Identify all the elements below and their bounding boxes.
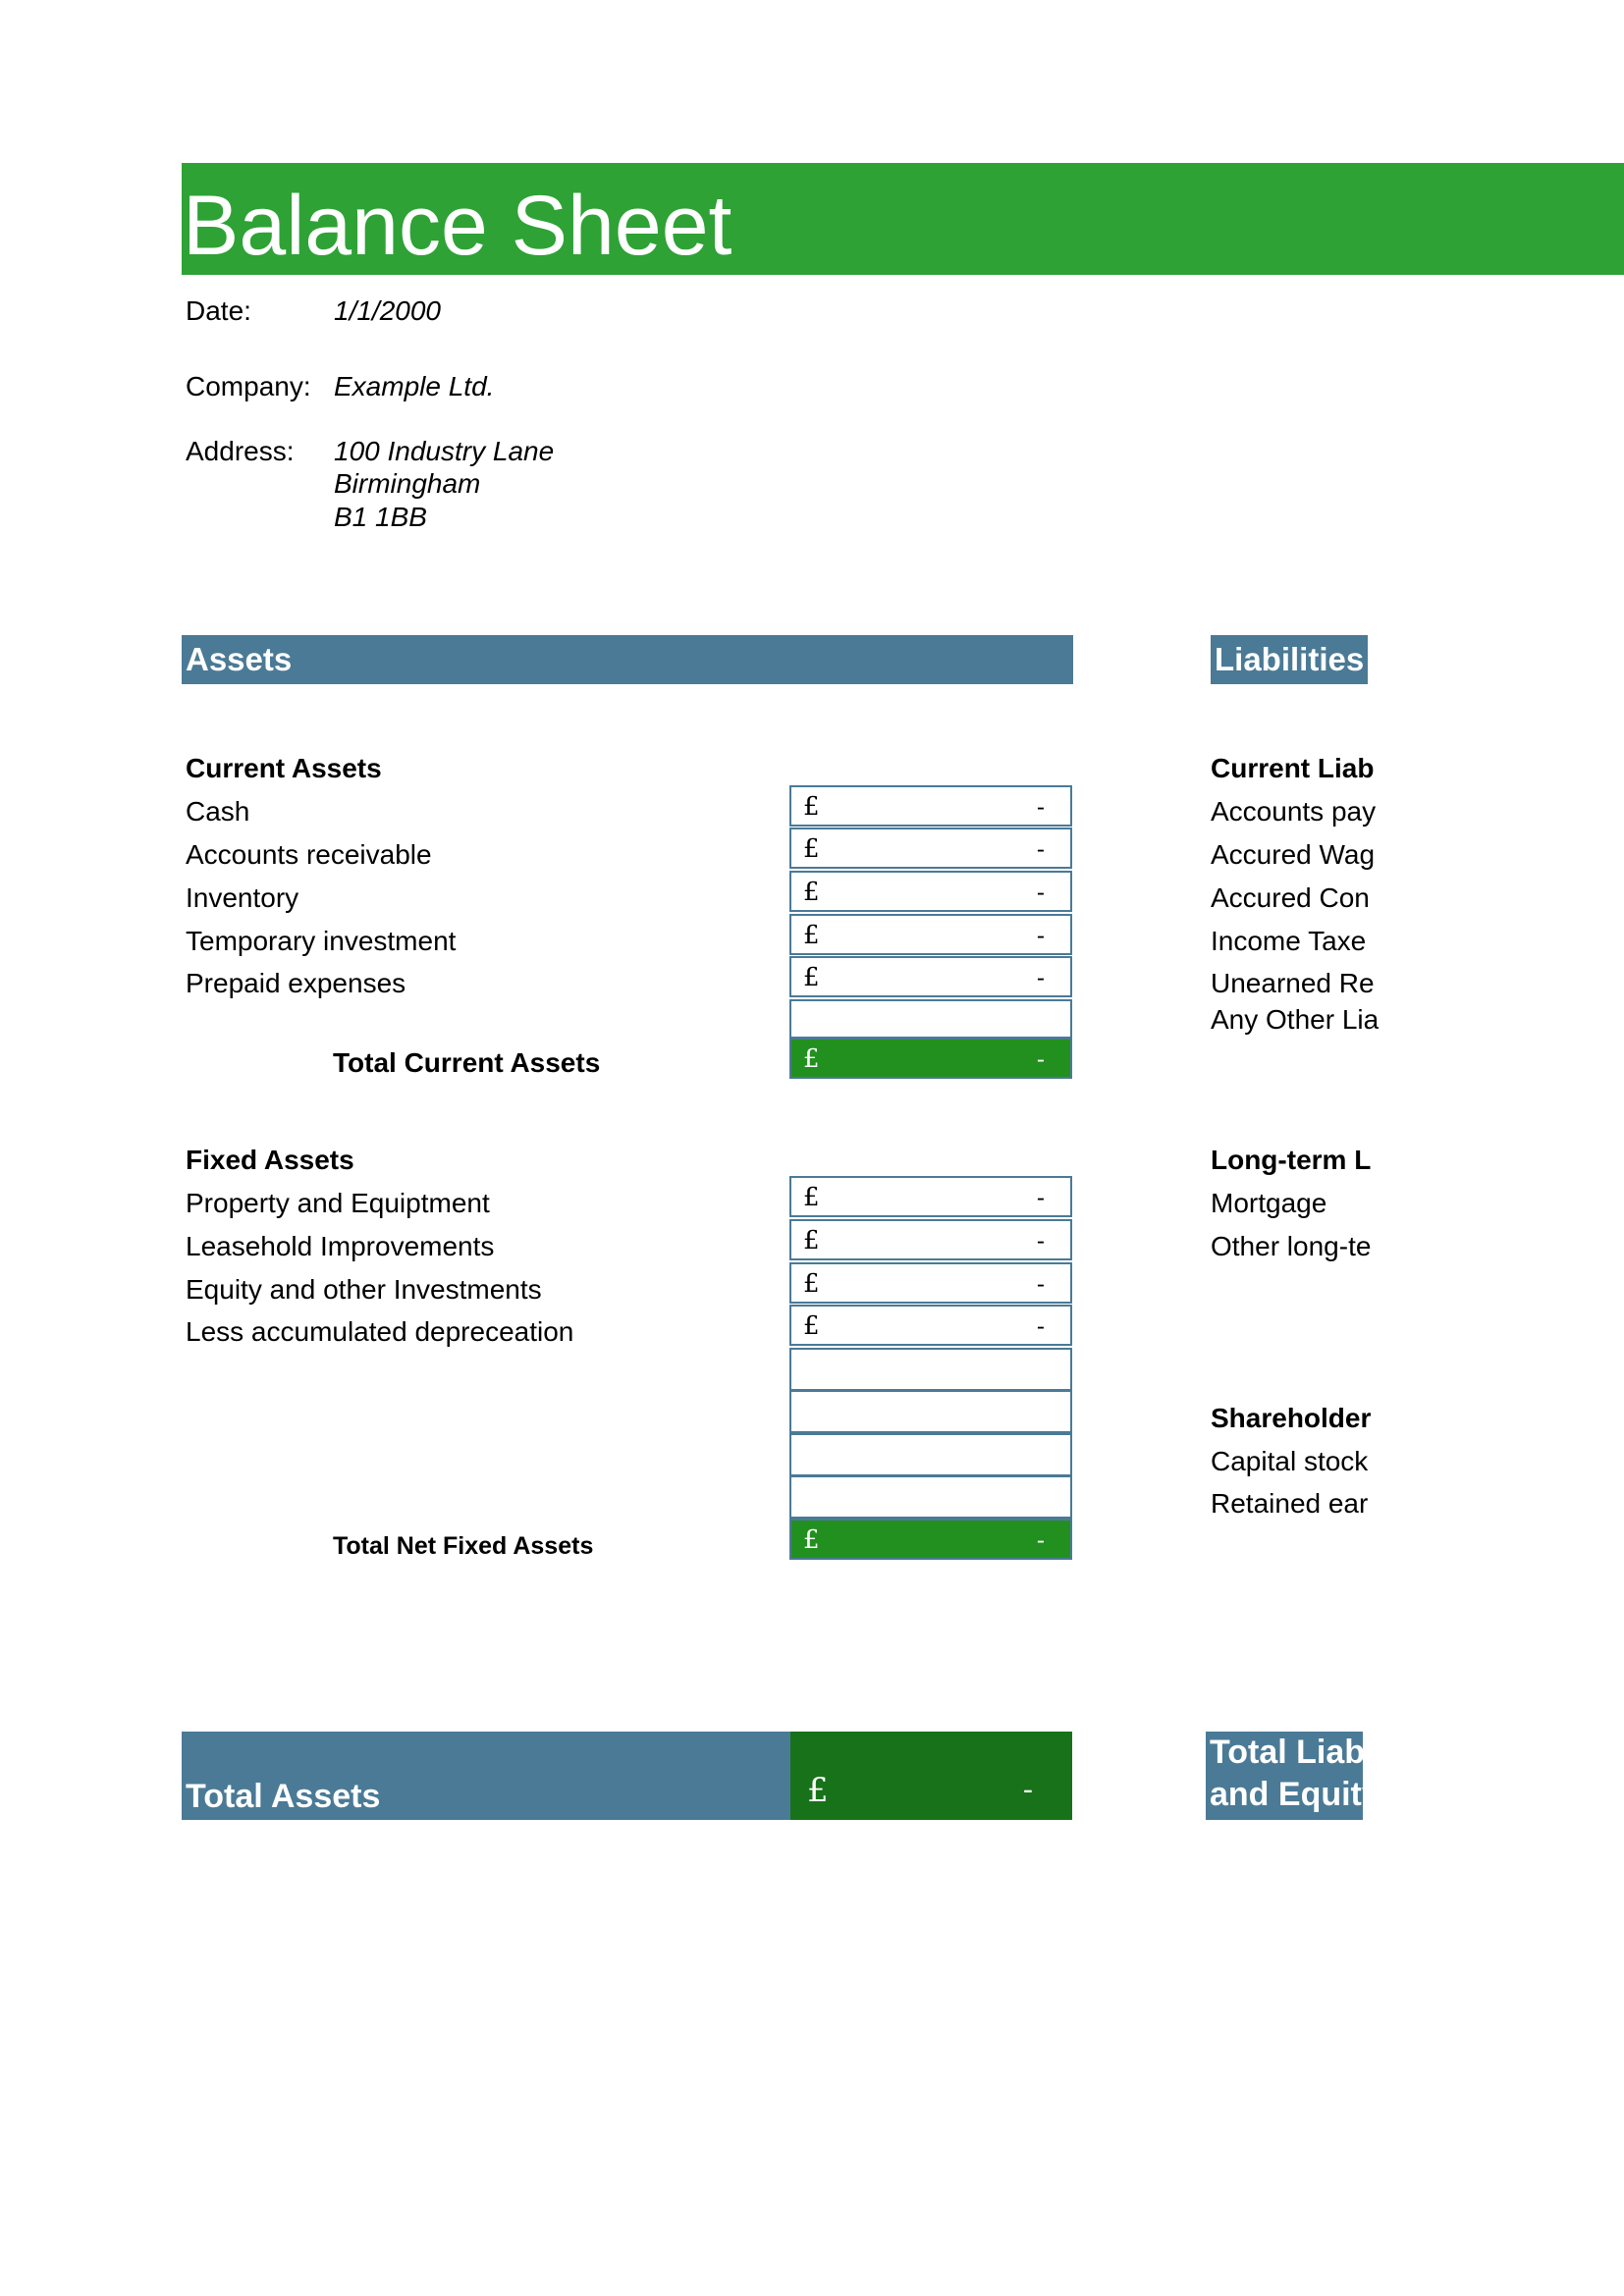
asset-row-label: Inventory xyxy=(186,882,299,913)
total-net-fixed-assets-cell xyxy=(789,1519,1072,1560)
company-value[interactable]: Example Ltd. xyxy=(334,371,495,401)
assets-header xyxy=(182,635,1073,684)
temporary-investment-input[interactable] xyxy=(789,914,1072,955)
asset-row-label: Equity and other Investments xyxy=(186,1274,542,1305)
date-label: Date: xyxy=(186,295,251,326)
shareholder-equity-heading: Shareholder xyxy=(1211,1403,1372,1433)
blank-input[interactable] xyxy=(789,1348,1072,1391)
asset-row-label: Cash xyxy=(186,796,250,827)
currency-symbol: £ xyxy=(803,1311,820,1341)
currency-symbol: £ xyxy=(803,1269,820,1299)
current-liabilities-heading: Current Liab xyxy=(1211,753,1375,783)
prepaid-expenses-input[interactable] xyxy=(789,956,1072,997)
liability-row-label: Unearned Re xyxy=(1211,968,1375,998)
liability-row-label: Income Taxe xyxy=(1211,926,1367,956)
cell-value: - xyxy=(1036,922,1045,949)
currency-symbol: £ xyxy=(803,834,820,864)
cell-value: - xyxy=(1036,1227,1045,1255)
company-label: Company: xyxy=(186,371,311,401)
accumulated-depreciation-input[interactable] xyxy=(789,1305,1072,1346)
total-assets-label: Total Assets xyxy=(186,1778,381,1815)
fixed-assets-heading: Fixed Assets xyxy=(186,1145,354,1175)
address-line-1[interactable]: 100 Industry Lane xyxy=(334,436,555,466)
asset-row-label: Temporary investment xyxy=(186,926,457,956)
total-liabilities-equity-bar xyxy=(1206,1732,1380,1820)
address-line-2[interactable]: Birmingham xyxy=(334,468,481,499)
long-term-liabilities-heading: Long-term L xyxy=(1211,1145,1372,1175)
currency-symbol: £ xyxy=(803,963,820,992)
cell-value: - xyxy=(1036,835,1045,863)
cell-value: - xyxy=(1036,1045,1045,1073)
inventory-input[interactable] xyxy=(789,871,1072,912)
currency-symbol: £ xyxy=(803,878,820,907)
equity-investments-input[interactable] xyxy=(789,1262,1072,1304)
cell-value: - xyxy=(1022,1773,1033,1807)
currency-symbol: £ xyxy=(803,921,820,950)
liability-row-label: Other long-te xyxy=(1211,1231,1372,1261)
asset-row-label: Leasehold Improvements xyxy=(186,1231,495,1261)
blank-input[interactable] xyxy=(789,1433,1072,1476)
cell-value: - xyxy=(1036,964,1045,991)
address-label: Address: xyxy=(186,436,295,466)
cash-input[interactable] xyxy=(789,785,1072,827)
equity-row-label: Retained ear xyxy=(1211,1488,1369,1519)
currency-symbol: £ xyxy=(807,1771,829,1810)
currency-symbol: £ xyxy=(803,1044,820,1074)
liability-row-label: Accounts pay xyxy=(1211,796,1377,827)
date-value[interactable]: 1/1/2000 xyxy=(334,295,441,326)
cell-value: - xyxy=(1036,1184,1045,1211)
blank-input[interactable] xyxy=(789,1475,1072,1519)
liabilities-header-label: Liabilities xyxy=(1215,641,1365,677)
cell-value: - xyxy=(1036,1270,1045,1298)
accounts-receivable-input[interactable] xyxy=(789,828,1072,869)
total-current-assets-cell xyxy=(789,1038,1072,1079)
asset-row-label: Accounts receivable xyxy=(186,839,432,870)
total-current-assets-label: Total Current Assets xyxy=(333,1047,601,1078)
currency-symbol: £ xyxy=(803,1226,820,1255)
property-equipment-input[interactable] xyxy=(789,1176,1072,1217)
currency-symbol: £ xyxy=(803,792,820,822)
blank-input[interactable] xyxy=(789,1390,1072,1433)
liability-row-label: Accured Con xyxy=(1211,882,1370,913)
cell-value: - xyxy=(1036,879,1045,906)
total-liabilities-label-line-1: Total Liab xyxy=(1210,1734,1366,1771)
asset-row-label: Prepaid expenses xyxy=(186,968,406,998)
blank-input[interactable] xyxy=(789,999,1072,1039)
cell-value: - xyxy=(1036,793,1045,821)
asset-row-label: Less accumulated depreceation xyxy=(186,1316,574,1347)
cell-value: - xyxy=(1036,1312,1045,1340)
currency-symbol: £ xyxy=(803,1525,820,1555)
current-assets-heading: Current Assets xyxy=(186,753,382,783)
cell-value: - xyxy=(1036,1526,1045,1554)
liabilities-header xyxy=(1211,635,1368,684)
liability-row-label: Mortgage xyxy=(1211,1188,1327,1218)
address-line-3[interactable]: B1 1BB xyxy=(334,502,427,532)
liability-row-label: Accured Wag xyxy=(1211,839,1376,870)
equity-row-label: Capital stock xyxy=(1211,1446,1369,1476)
currency-symbol: £ xyxy=(803,1183,820,1212)
total-assets-cell xyxy=(790,1732,1072,1820)
assets-header-label: Assets xyxy=(186,641,293,677)
total-net-fixed-assets-label: Total Net Fixed Assets xyxy=(333,1532,594,1560)
page-title: Balance Sheet xyxy=(183,179,732,273)
leasehold-improvements-input[interactable] xyxy=(789,1219,1072,1260)
total-liabilities-label-line-2: and Equity xyxy=(1210,1776,1380,1813)
liability-row-label: Any Other Lia xyxy=(1211,1004,1380,1035)
asset-row-label: Property and Equiptment xyxy=(186,1188,490,1218)
